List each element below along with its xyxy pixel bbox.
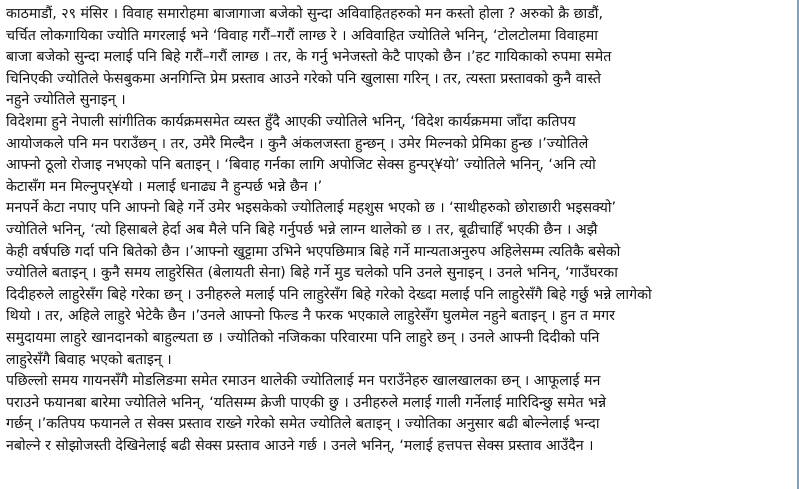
text-line: आयोजकले पनि मन पराउँछन् । तर, उमेरै मिल्दैन । कुनै अंकलजस्ता हुन्छन् । उमेर मिल्नको प्रेमिका हुन्छ ।’ज्योतिले (6, 135, 589, 152)
text-line: चिनिएकी ज्योतिले फेसबुकमा अनगिन्ति प्रेम प्रस्ताव आउने गरेको पनि खुलासा गरिन् । तर, त्यस्ता प्रस्तावको कुनै वास्ते (6, 70, 601, 87)
text-line: चर्चित लोकगायिका ज्योति मगरलाई भने ‘विवाह गरौं–गरौं लाग्छ रे । अविवाहित ज्योतिले भनिन्, ‘टोलटोलमा विवाहमा (6, 27, 598, 44)
text-line: दिदीहरुले लाहुरेसँग बिहे गरेका छन् । उनीहरुले मलाई पनि लाहुरेसँग बिहे गरेको देख्दा मलाई पनि लाहुरेसँगै बिहे गर्छु भन्ने लागेको (6, 286, 652, 303)
text-line: नहुने ज्योतिले सुनाइन् । (6, 92, 126, 109)
text-line: विदेशमा हुने नेपाली सांगीतिक कार्यक्रमसमेत व्यस्त हुँदै आएकी ज्योतिले भनिन्, ‘विदेश कार्यक्रममा जाँदा कतिपय (6, 113, 576, 130)
text-line: समुदायमा लाहुरे खानदानको बाहुल्यता छ । ज्योतिको नजिकका परिवारमा पनि लाहुरे छन् । उनले आफ्नी दिदीको पनि (6, 329, 600, 346)
text-line: लाहुरेसँगै बिवाह भएको बताइन् । (6, 351, 172, 368)
text-line: काठमाडौं, २९ मंसिर । विवाह समारोहमा बाजागाजा बजेको सुन्दा अविवाहितहरुको मन कस्तो होला ? अरुको क्रै छाडौं, (6, 6, 603, 22)
text-line: आफ्नो ठूलो रोजाइ नभएको पनि बताइन् । ‘बिवाह गर्नका लागि अपोजिट सेक्स हुन्पर्¥यो’ ज्योतिले भनिन्, ‘अनि त्यो (6, 157, 596, 174)
text-line: केटासँग मन मिल्नुपर्¥यो । मलाई धनाढ्य नै हुन्पर्छ भन्ने छैन ।’ (6, 178, 323, 195)
text-line: ज्योतिले बताइन् । कुनै समय लाहुरेसित (बेलायती सेना) बिहे गर्ने मुड चलेको पनि उनले सुनाइन् । उनले भनिन्, ‘गाउँघरका (6, 265, 618, 282)
text-line: ज्योतिले भनिन्, ‘त्यो हिसाबले हेर्दा अब मैले पनि बिहे गर्नुपर्छ भन्ने लाग्न थालेको छ । तर, बूढीचाहिँ भएकी छैन । अझै (6, 221, 598, 238)
text-line: गर्छन् ।’कतिपय फयानले त सेक्स प्रस्ताव राख्ने गरेको समेत ज्योतिले बताइन् । ज्योतिका अनुसार बढी बोल्नेलाई भन्दा (6, 416, 600, 433)
text-line: पराउने फयानबा बारेमा ज्योतिले भनिन्, ‘यतिसम्म क्रेजी पाएकी छु । उनीहरुले मलाई गाली गर्नेलाई मारिदिन्छु समेत भन्ने (6, 394, 607, 411)
text-line: केही वर्षपछि गर्दा पनि बितेको छैन ।’आफ्नो खुट्टामा उभिने भएपछिमात्र बिहे गर्ने मान्यताअनुरुप अहिलेसम्म त्यतिकै बसेको (6, 243, 621, 260)
text-line: पछिल्लो समय गायनसँगै मोडलिङमा समेत रमाउन थालेकी ज्योतिलाई मन पराउँनेहरु खालखालका छन् । आफूलाई मन (6, 373, 601, 390)
text-line: नबोल्ने र सोझोजस्ती देखिनेलाई बढी सेक्स प्रस्ताव आउने गर्छ । उनले भनिन्, ‘मलाई हत्तपत्त सेक्स प्रस्ताव आउँदैन । (6, 437, 594, 454)
text-line: बाजा बजेको सुन्दा मलाई पनि बिहे गरौं–गरौं लाग्छ । तर, के गर्नु भनेजस्तो केटै पाएको छैन ।’हट गायिकाको रुपमा समेत (6, 49, 612, 66)
text-line: मनपर्ने केटा नपाए पनि आफ्नो बिहे गर्ने उमेर भइसकेको ज्योतिलाई महशुस भएको छ । ‘साथीहरुको छोराछारी भइसक्यो’ (6, 200, 617, 217)
text-line: थियो । तर, अहिले लाहुरे भेटेकै छैन ।’उनले आफ्नो फिल्ड नै फरक भएकाले लाहुरेसँग घुलमेल नहुने बताइन् । हुन त मगर (6, 308, 615, 325)
